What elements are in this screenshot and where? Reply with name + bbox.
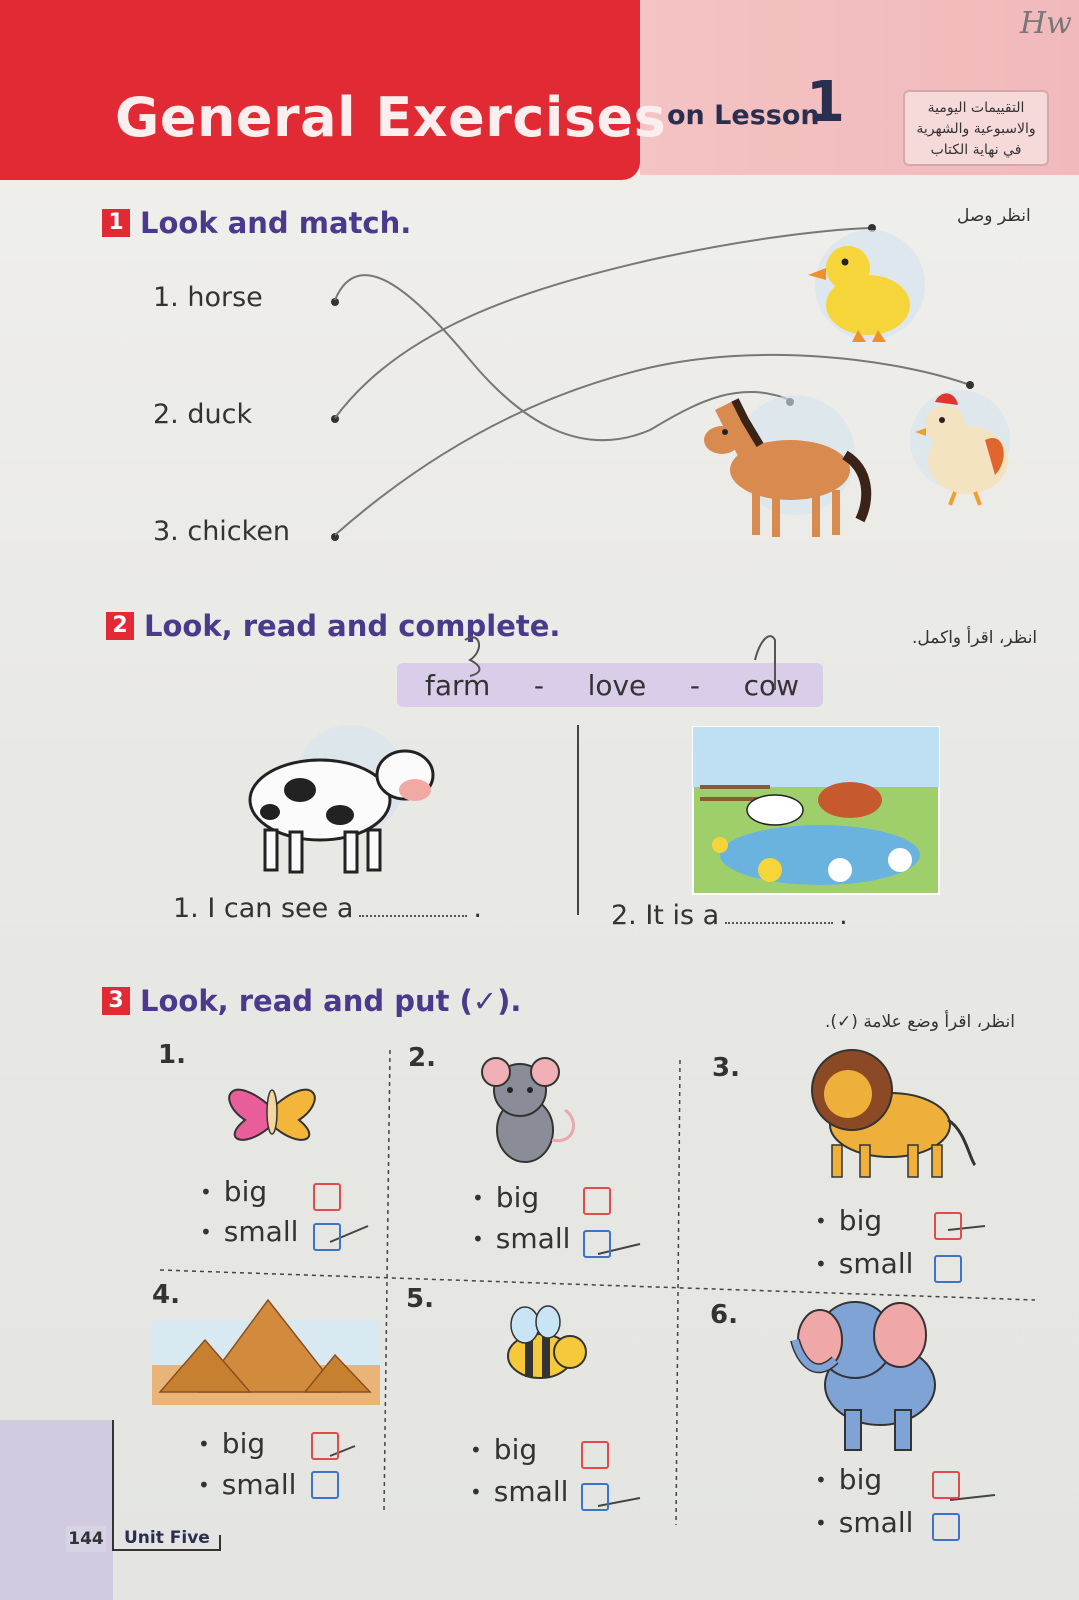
sentence-1-period: . bbox=[473, 893, 482, 924]
section2-title: Look, read and complete. bbox=[144, 609, 561, 643]
lesson-number: 1 bbox=[806, 70, 845, 135]
section3-title: Look, read and put (✓). bbox=[140, 984, 522, 1018]
item-number-2: 2. bbox=[408, 1043, 436, 1073]
option-small: • small bbox=[198, 1468, 297, 1501]
option-small: • small bbox=[815, 1506, 914, 1539]
arabic-note-line1: التقييمات اليومية bbox=[927, 100, 1025, 116]
on-lesson-label: on Lesson bbox=[667, 100, 820, 131]
section1-arabic: انظر وصل bbox=[957, 206, 1031, 226]
page-number: 144 bbox=[66, 1526, 106, 1552]
word-bank-word: cow bbox=[743, 668, 799, 702]
item-number-4: 4. bbox=[152, 1280, 180, 1310]
sentence-1-text: 1. I can see a bbox=[173, 893, 354, 924]
option-big: • big bbox=[472, 1181, 540, 1214]
word-bank-separator: - bbox=[533, 668, 544, 702]
item-number-6: 6. bbox=[710, 1300, 738, 1330]
option-small: • small bbox=[200, 1215, 299, 1248]
option-small: • small bbox=[472, 1222, 571, 1255]
option-big: • big bbox=[200, 1175, 268, 1208]
sentence-2-period: . bbox=[839, 900, 848, 931]
section2-number: 2 bbox=[106, 612, 134, 640]
handwritten-note: Hw bbox=[1020, 6, 1072, 41]
item-number-3: 3. bbox=[712, 1053, 740, 1083]
option-big: • big bbox=[198, 1427, 266, 1460]
section1-title: Look and match. bbox=[140, 206, 412, 240]
option-big: • big bbox=[815, 1463, 883, 1496]
item-number-1: 1. bbox=[158, 1040, 186, 1070]
sentence-2-text: 2. It is a bbox=[611, 900, 720, 931]
match-word-chicken: 3. chicken bbox=[153, 516, 291, 547]
word-bank-word: farm bbox=[425, 668, 491, 702]
section1-number: 1 bbox=[102, 209, 130, 237]
word-bank-separator: - bbox=[689, 668, 700, 702]
page-title: General Exercises bbox=[115, 86, 667, 149]
match-word-duck: 2. duck bbox=[153, 399, 253, 430]
arabic-note-line3: في نهاية الكتاب bbox=[930, 142, 1022, 158]
arabic-note-line2: والاسبوعية والشهرية bbox=[916, 121, 1036, 137]
item-number-5: 5. bbox=[406, 1284, 434, 1314]
option-small: • small bbox=[815, 1247, 914, 1280]
option-big: • big bbox=[815, 1204, 883, 1237]
unit-label: Unit Five bbox=[124, 1528, 210, 1548]
word-bank-word: love bbox=[587, 668, 647, 702]
option-small: • small bbox=[470, 1475, 569, 1508]
section3-number: 3 bbox=[102, 987, 130, 1015]
option-big: • big bbox=[470, 1433, 538, 1466]
match-word-horse: 1. horse bbox=[153, 282, 263, 313]
section2-arabic: انظر، اقرأ واكمل. bbox=[912, 628, 1038, 648]
section3-arabic: انظر، اقرأ وضع علامة (✓). bbox=[825, 1012, 1015, 1032]
